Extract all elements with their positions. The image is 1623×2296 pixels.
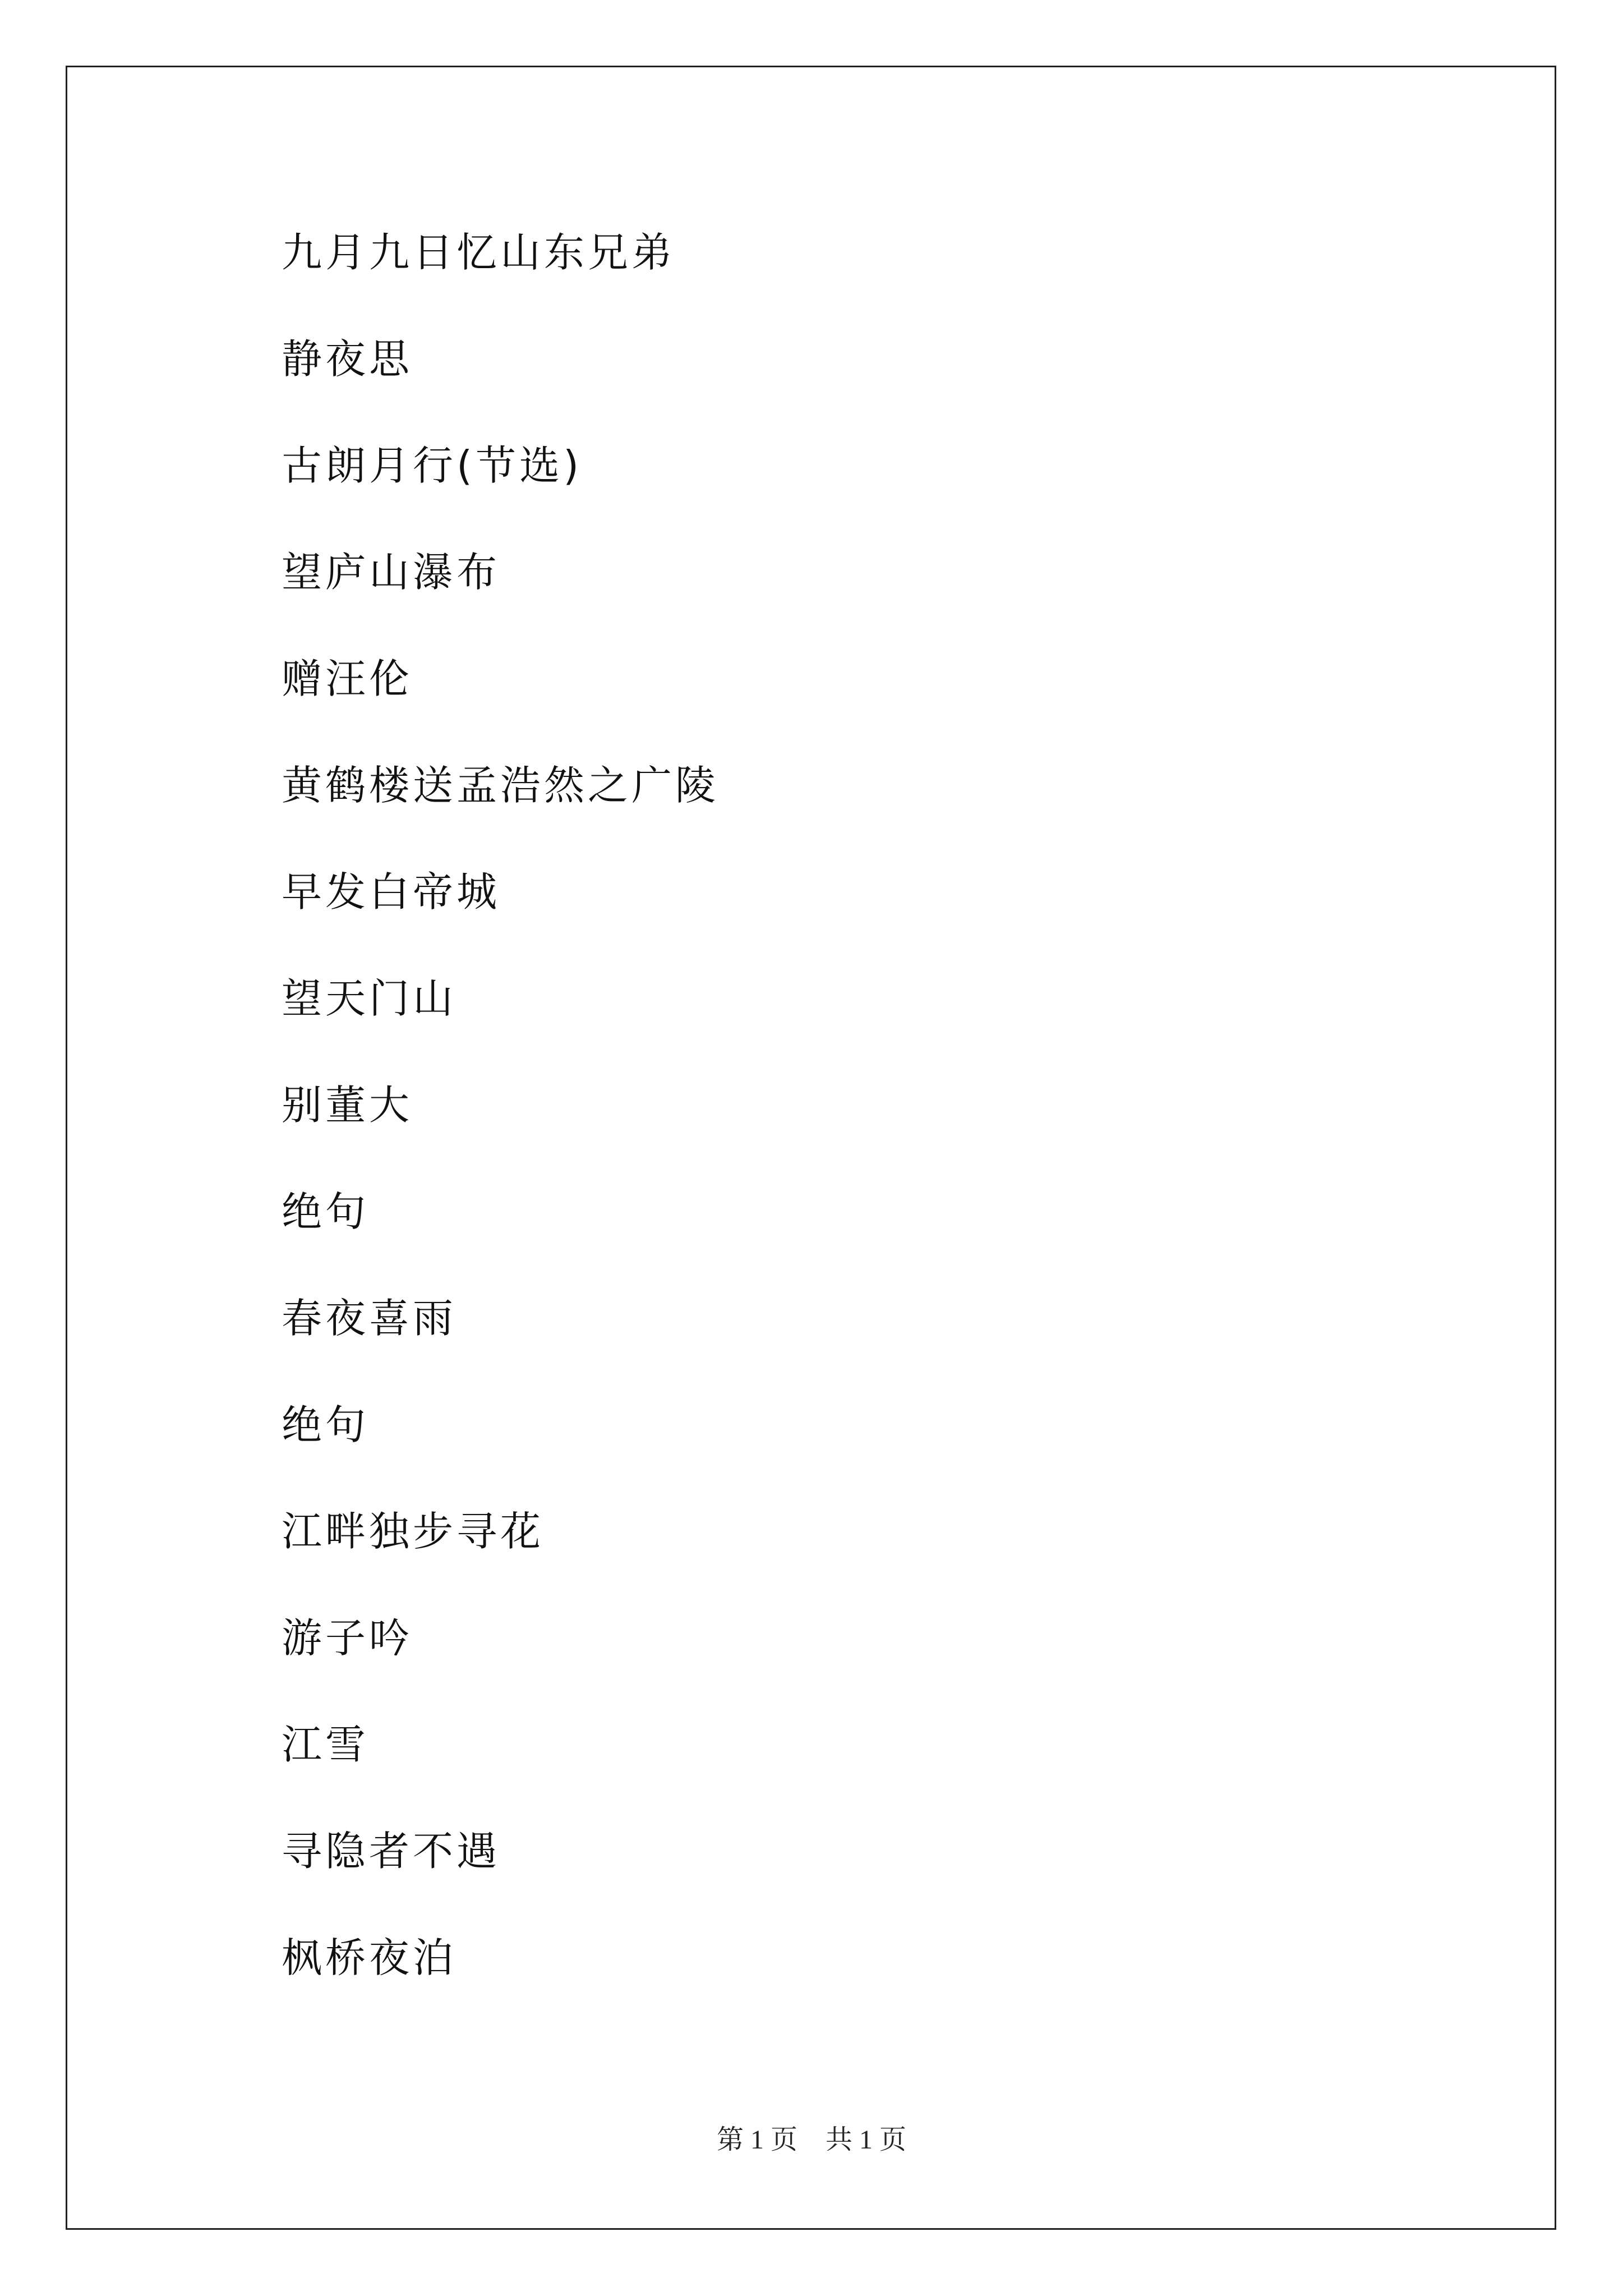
page-total: 共 1 页 [826, 2125, 907, 2155]
poem-title: 九月九日忆山东兄弟 [282, 229, 676, 276]
page-footer [0, 2123, 1623, 2157]
poem-title: 古朗月行(节选) [282, 442, 583, 489]
poem-title: 黄鹤楼送孟浩然之广陵 [282, 762, 720, 809]
poem-title: 江雪 [282, 1721, 370, 1768]
poem-title: 望庐山瀑布 [282, 549, 501, 596]
poem-title: 静夜思 [282, 335, 413, 383]
poem-title-list [282, 210, 719, 2022]
poem-title: 枫桥夜泊 [282, 1934, 457, 1981]
page-number: 第 1 页 [716, 2125, 797, 2155]
poem-title: 绝句 [282, 1401, 370, 1448]
poem-title: 别董大 [282, 1082, 413, 1129]
poem-title: 游子吟 [282, 1614, 413, 1662]
poem-title: 寻隐者不遇 [282, 1828, 501, 1875]
poem-title: 春夜喜雨 [282, 1295, 457, 1342]
poem-title: 绝句 [282, 1188, 370, 1235]
poem-title: 江畔独步寻花 [282, 1508, 545, 1555]
poem-title: 早发白帝城 [282, 868, 501, 915]
poem-title: 望天门山 [282, 975, 457, 1022]
poem-title: 赠汪伦 [282, 655, 413, 702]
